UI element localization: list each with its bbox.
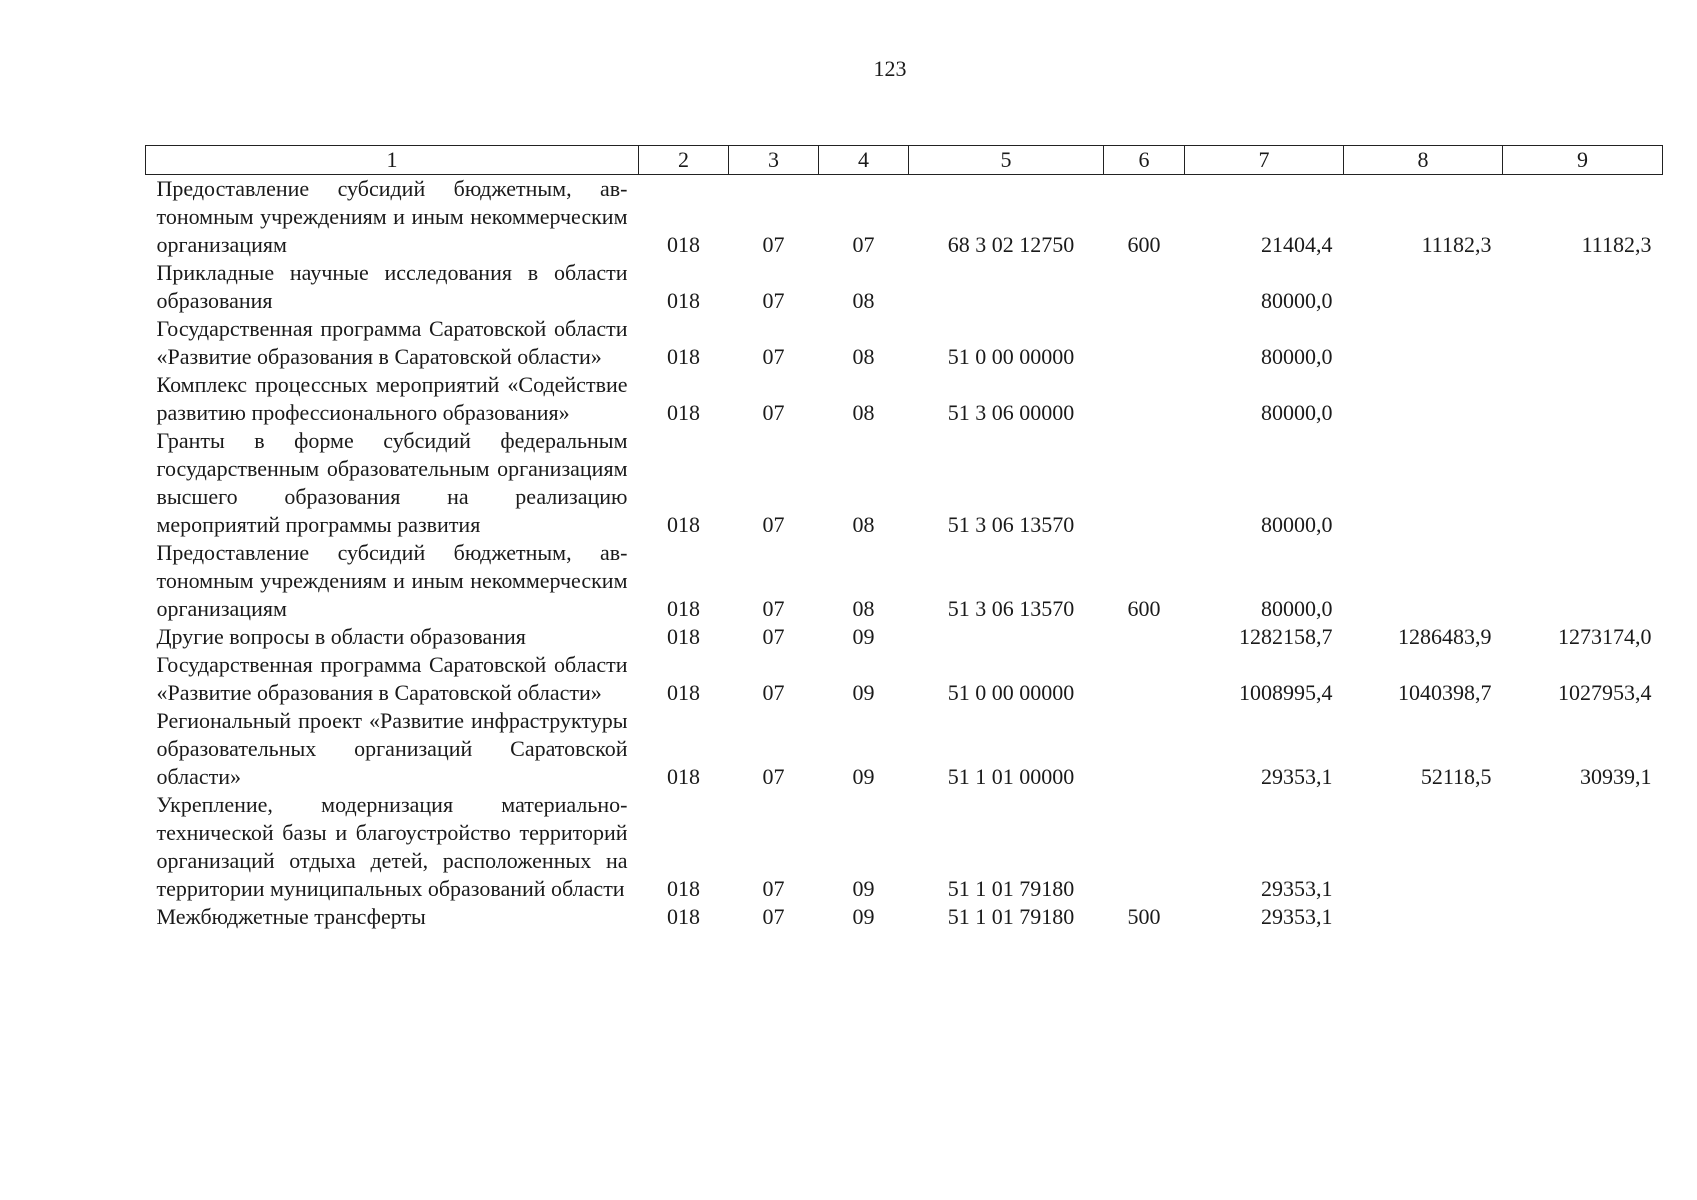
row-amount-col-7: 80000,0 xyxy=(1261,512,1333,537)
row-amount-col-8 xyxy=(1344,791,1503,903)
row-target-article: 51 3 06 00000 xyxy=(947,400,1075,425)
table-row xyxy=(146,371,1663,427)
row-subsection-code: 09 xyxy=(852,764,875,789)
row-name: Предоставление субсидий бюджетным, автономным учреждениям и иным некоммерческим организациям xyxy=(156,176,628,257)
row-section-code: 07 xyxy=(762,904,785,929)
row-expense-type xyxy=(1104,707,1185,791)
row-amount-col-9: 1027953,4 xyxy=(1558,680,1652,705)
table-row xyxy=(146,623,1663,651)
row-target-article: 51 3 06 13570 xyxy=(947,596,1075,621)
header-col-1: 1 xyxy=(146,146,639,175)
row-target-article: 51 3 06 13570 xyxy=(947,512,1075,537)
row-ministry-code: 018 xyxy=(667,596,700,621)
row-ministry-code: 018 xyxy=(667,876,700,901)
row-amount-col-7: 1008995,4 xyxy=(1239,680,1333,705)
row-ministry-code: 018 xyxy=(667,680,700,705)
row-ministry-code: 018 xyxy=(667,288,700,313)
row-amount-col-8 xyxy=(1344,315,1503,371)
row-subsection-code: 08 xyxy=(852,596,875,621)
row-name: Региональный проект «Развитие инфраструктуры образовательных организаций Саратовской области» xyxy=(156,708,628,789)
row-ministry-code: 018 xyxy=(667,512,700,537)
row-name: Укрепление, модернизация материально-технической базы и благоустройство территорий организаций отдыха детей, расположенных на территории муниципальных образований области xyxy=(156,792,628,901)
header-row xyxy=(146,146,1663,175)
row-ministry-code: 018 xyxy=(667,904,700,929)
row-target-article: 51 1 01 79180 xyxy=(947,876,1075,901)
header-col-2: 2 xyxy=(639,146,729,175)
row-expense-type xyxy=(1104,371,1185,427)
row-subsection-code: 09 xyxy=(852,624,875,649)
row-subsection-code: 08 xyxy=(852,400,875,425)
row-section-code: 07 xyxy=(762,400,785,425)
row-expense-type xyxy=(1104,315,1185,371)
row-amount-col-7: 1282158,7 xyxy=(1239,624,1333,649)
table-row xyxy=(146,315,1663,371)
row-target-article: 51 1 01 00000 xyxy=(947,764,1075,789)
header-col-3: 3 xyxy=(729,146,819,175)
row-amount-col-7: 21404,4 xyxy=(1261,232,1333,257)
row-expense-type xyxy=(1104,623,1185,651)
table-row xyxy=(146,791,1663,903)
row-amount-col-9: 30939,1 xyxy=(1580,764,1652,789)
row-target-article: 51 0 00 00000 xyxy=(947,680,1075,705)
row-name: Комплекс процессных мероприятий «Содействие развитию профессионального образования» xyxy=(156,372,628,425)
row-expense-type xyxy=(1104,427,1185,539)
row-amount-col-7: 80000,0 xyxy=(1261,288,1333,313)
row-name: Межбюджетные трансферты xyxy=(156,904,426,929)
row-amount-col-8 xyxy=(1344,903,1503,931)
row-amount-col-8 xyxy=(1344,539,1503,623)
row-target-article xyxy=(909,623,1104,651)
row-amount-col-8: 1286483,9 xyxy=(1398,624,1492,649)
row-ministry-code: 018 xyxy=(667,232,700,257)
header-col-4: 4 xyxy=(819,146,909,175)
row-amount-col-8 xyxy=(1344,259,1503,315)
row-amount-col-8: 11182,3 xyxy=(1421,232,1492,257)
row-amount-col-9 xyxy=(1503,903,1663,931)
row-amount-col-8: 1040398,7 xyxy=(1398,680,1492,705)
row-amount-col-7: 80000,0 xyxy=(1261,596,1333,621)
row-target-article: 51 0 00 00000 xyxy=(947,344,1075,369)
row-amount-col-9: 11182,3 xyxy=(1581,232,1652,257)
row-name: Предоставление субсидий бюджетным, автономным учреждениям и иным некоммерческим организациям xyxy=(156,540,628,621)
row-name: Другие вопросы в области образования xyxy=(156,624,526,649)
table-row xyxy=(146,175,1663,260)
table-row xyxy=(146,259,1663,315)
row-section-code: 07 xyxy=(762,680,785,705)
header-col-9: 9 xyxy=(1503,146,1663,175)
row-subsection-code: 08 xyxy=(852,288,875,313)
row-name: Государственная программа Саратовской области «Развитие образования в Саратовской области» xyxy=(156,316,628,369)
table-row xyxy=(146,539,1663,623)
row-amount-col-8 xyxy=(1344,371,1503,427)
row-subsection-code: 09 xyxy=(852,904,875,929)
row-section-code: 07 xyxy=(762,344,785,369)
row-expense-type xyxy=(1104,651,1185,707)
row-subsection-code: 07 xyxy=(852,232,875,257)
header-col-5: 5 xyxy=(909,146,1104,175)
row-amount-col-9 xyxy=(1503,791,1663,903)
row-subsection-code: 09 xyxy=(852,876,875,901)
row-ministry-code: 018 xyxy=(667,344,700,369)
row-amount-col-8: 52118,5 xyxy=(1420,764,1492,789)
row-amount-col-7: 80000,0 xyxy=(1261,400,1333,425)
row-target-article: 51 1 01 79180 xyxy=(947,904,1075,929)
row-subsection-code: 08 xyxy=(852,512,875,537)
row-amount-col-7: 29353,1 xyxy=(1261,764,1333,789)
header-col-7: 7 xyxy=(1185,146,1344,175)
table-row xyxy=(146,427,1663,539)
row-expense-type xyxy=(1104,791,1185,903)
header-col-8: 8 xyxy=(1344,146,1503,175)
row-ministry-code: 018 xyxy=(667,400,700,425)
row-section-code: 07 xyxy=(762,624,785,649)
row-expense-type: 600 xyxy=(1127,232,1161,257)
table-row xyxy=(146,707,1663,791)
row-section-code: 07 xyxy=(762,512,785,537)
row-amount-col-9 xyxy=(1503,539,1663,623)
row-section-code: 07 xyxy=(762,288,785,313)
row-amount-col-7: 29353,1 xyxy=(1261,904,1333,929)
budget-table xyxy=(145,145,1663,931)
row-amount-col-9 xyxy=(1503,315,1663,371)
table-row xyxy=(146,651,1663,707)
table-header xyxy=(146,146,1663,175)
row-amount-col-7: 29353,1 xyxy=(1261,876,1333,901)
row-amount-col-9: 1273174,0 xyxy=(1558,624,1652,649)
row-name: Прикладные научные исследования в области образования xyxy=(156,260,628,313)
row-amount-col-9 xyxy=(1503,259,1663,315)
table-body xyxy=(146,175,1663,932)
row-amount-col-9 xyxy=(1503,371,1663,427)
row-target-article: 68 3 02 12750 xyxy=(947,232,1075,257)
row-expense-type: 500 xyxy=(1127,904,1161,929)
row-section-code: 07 xyxy=(762,596,785,621)
row-ministry-code: 018 xyxy=(667,624,700,649)
row-ministry-code: 018 xyxy=(667,764,700,789)
row-name: Государственная программа Саратовской области «Развитие образования в Саратовской области» xyxy=(156,652,628,705)
table-row xyxy=(146,903,1663,931)
page-number: 123 xyxy=(873,56,907,81)
header-col-6: 6 xyxy=(1104,146,1185,175)
row-section-code: 07 xyxy=(762,876,785,901)
row-subsection-code: 08 xyxy=(852,344,875,369)
row-amount-col-7: 80000,0 xyxy=(1261,344,1333,369)
row-expense-type xyxy=(1104,259,1185,315)
row-section-code: 07 xyxy=(762,232,785,257)
row-subsection-code: 09 xyxy=(852,680,875,705)
row-section-code: 07 xyxy=(762,764,785,789)
row-amount-col-8 xyxy=(1344,427,1503,539)
row-expense-type: 600 xyxy=(1127,596,1161,621)
row-name: Гранты в форме субсидий федеральным государственным образовательным организациям высшего образования на реализацию мероприятий программы развития xyxy=(156,428,628,537)
row-amount-col-9 xyxy=(1503,427,1663,539)
row-target-article xyxy=(909,259,1104,315)
